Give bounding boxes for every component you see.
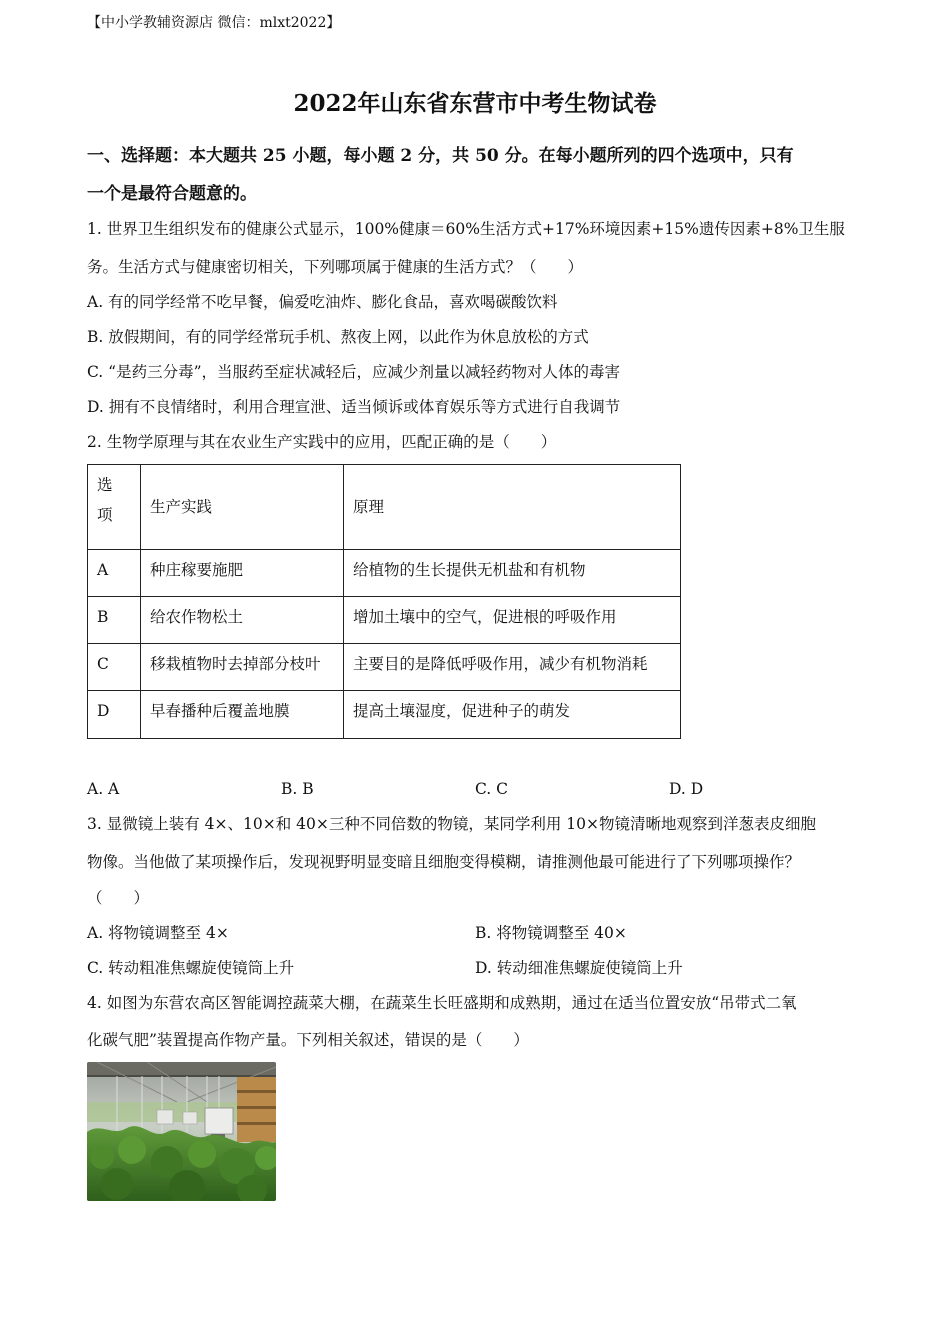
q2-option-a: A. A: [87, 780, 120, 798]
header-option-char1: 选: [97, 476, 113, 494]
table-cell: 增加土壤中的空气，促进根的呼吸作用: [344, 597, 681, 644]
table-cell: B: [88, 597, 141, 644]
q3-stem-line2: 物像。当他做了某项操作后，发现视野明显变暗且细胞变得模糊，请推测他最可能进行了下列哪项操作？: [87, 853, 801, 871]
q2-table: [87, 464, 681, 739]
table-row: [88, 597, 681, 644]
table-cell: 主要目的是降低呼吸作用，减少有机物消耗: [344, 644, 681, 691]
table-cell: A: [88, 550, 141, 597]
q2-stem: 2. 生物学原理与其在农业生产实践中的应用，匹配正确的是（ ）: [87, 433, 557, 451]
q3-stem-line3: （ ）: [87, 889, 150, 907]
q3-option-a: A. 将物镜调整至 4×: [87, 924, 229, 942]
table-row: [88, 644, 681, 691]
table-cell: 移栽植物时去掉部分枝叶: [141, 644, 344, 691]
section-heading-line1: 一、选择题：本大题共 25 小题，每小题 2 分，共 50 分。在每小题所列的四个选项中，只有: [87, 146, 794, 166]
q1-stem-line1: 1. 世界卫生组织发布的健康公式显示，100%健康＝60%生活方式+17%环境因素+15%遗传因素+8%卫生服: [87, 220, 845, 238]
q3-option-d: D. 转动细准焦螺旋使镜筒上升: [475, 959, 683, 977]
q3-stem-line1: 3. 显微镜上装有 4×、10×和 40×三种不同倍数的物镜，某同学利用 10×物镜清晰地观察到洋葱表皮细胞: [87, 815, 816, 833]
section-heading-line2: 一个是最符合题意的。: [87, 184, 257, 204]
table-cell: 提高土壤湿度，促进种子的萌发: [344, 691, 681, 739]
table-cell: 给农作物松土: [141, 597, 344, 644]
q2-option-c: C. C: [475, 780, 509, 798]
table-cell: D: [88, 691, 141, 739]
q1-option-b: B. 放假期间，有的同学经常玩手机、熬夜上网，以此作为休息放松的方式: [87, 328, 589, 346]
table-cell: 早春播种后覆盖地膜: [141, 691, 344, 739]
q1-option-c: C. “是药三分毒”，当服药至症状减轻后，应减少剂量以减轻药物对人体的毒害: [87, 363, 621, 381]
table-header-cell: 原理: [344, 465, 681, 550]
table-cell: 给植物的生长提供无机盐和有机物: [344, 550, 681, 597]
greenhouse-photo: [87, 1062, 276, 1201]
header-note: 【中小学教辅资源店 微信：mlxt2022】: [87, 15, 341, 31]
q4-stem-line1: 4. 如图为东营农高区智能调控蔬菜大棚，在蔬菜生长旺盛期和成熟期，通过在适当位置安放“吊带式二氧: [87, 994, 797, 1012]
q1-option-a: A. 有的同学经常不吃早餐，偏爱吃油炸、膨化食品，喜欢喝碳酸饮料: [87, 293, 558, 311]
table-cell: C: [88, 644, 141, 691]
q2-option-d: D. D: [669, 780, 704, 798]
table-header-row: [88, 465, 681, 550]
q1-option-d: D. 拥有不良情绪时，利用合理宣泄、适当倾诉或体育娱乐等方式进行自我调节: [87, 398, 621, 416]
q2-option-b: B. B: [281, 780, 314, 798]
table-header-cell: [88, 465, 141, 550]
q3-option-c: C. 转动粗准焦螺旋使镜筒上升: [87, 959, 295, 977]
q4-stem-line2: 化碳气肥”装置提高作物产量。下列相关叙述，错误的是（ ）: [87, 1031, 529, 1049]
q1-stem-line2: 务。生活方式与健康密切相关，下列哪项属于健康的生活方式？（ ）: [87, 258, 584, 276]
table-row: [88, 550, 681, 597]
table-header-cell: 生产实践: [141, 465, 344, 550]
page-title: 2022年山东省东营市中考生物试卷: [293, 90, 657, 117]
header-option-char2: 项: [97, 506, 113, 524]
q3-option-b: B. 将物镜调整至 40×: [475, 924, 627, 942]
table-cell: 种庄稼要施肥: [141, 550, 344, 597]
table-row: [88, 691, 681, 739]
